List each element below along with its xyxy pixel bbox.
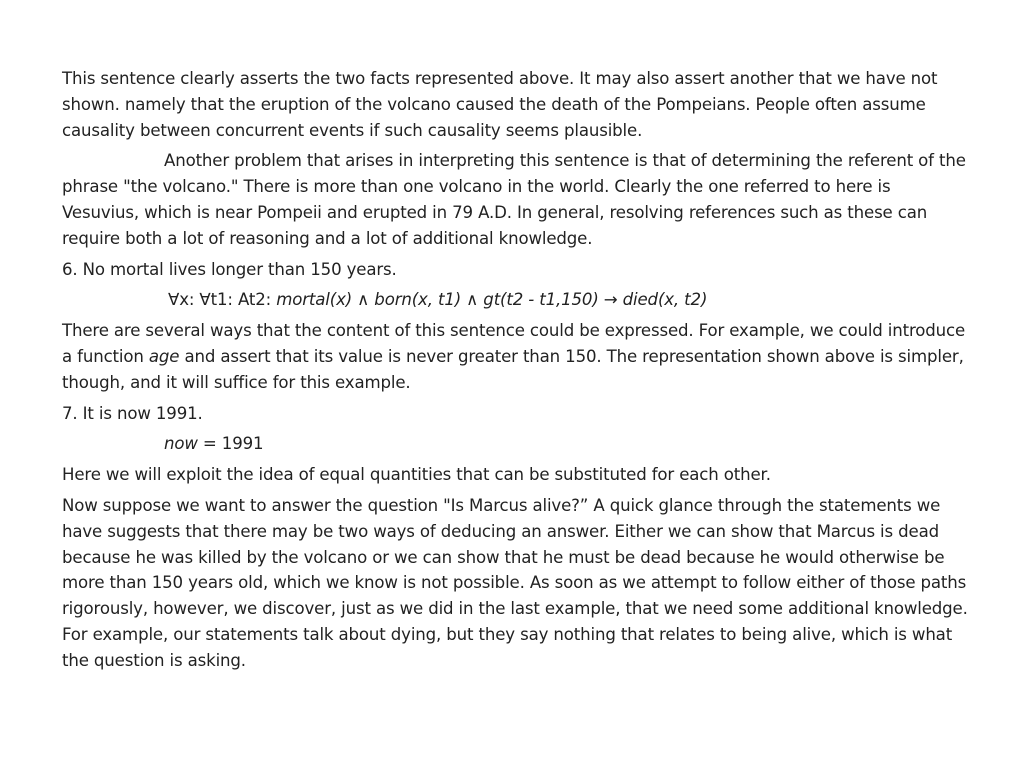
formula-6 (62, 287, 968, 313)
paragraph-causality: This sentence clearly asserts the two facts represented above. It may also assert another that we have not shown. namely that the eruption of the volcano caused the death of the Pompeians. People often assume causality between concurrent events if such causality seems plausible. (62, 69, 938, 140)
paragraph-age-function (62, 318, 968, 395)
paragraph-equal-quantities: Here we will exploit the idea of equal quantities that can be substituted for each other. (62, 465, 771, 485)
paragraph-age-before: There are several ways that the content of this sentence could be expressed. For example, we could introduce a function (62, 321, 966, 366)
formula-6-expression: mortal(x) ∧ born(x, t1) ∧ gt(t2 - t1,150) → died(x, t2) (276, 290, 708, 310)
formula-7 (62, 431, 968, 457)
statement-7: 7. It is now 1991. (62, 403, 203, 423)
formula-7-value: = 1991 (197, 434, 264, 454)
paragraph-referent: Another problem that arises in interpreting this sentence is that of determining the referent of the phrase "the volcano." There is more than one volcano in the world. Clearly the one referred to here is Vesuvius, which is near Pompeii and erupted in 79 A.D. In general, resolving references such as these can require both a lot of reasoning and a lot of additional knowledge. (62, 151, 966, 248)
paragraph-age-after: and assert that its value is never greater than 150. The representation shown above is simpler, though, and it will suffice for this example. (62, 346, 964, 392)
formula-7-variable: now (164, 434, 198, 454)
formula-6-quantifiers: ∀x: ∀t1: At2: (168, 290, 277, 310)
paragraph-marcus-alive: Now suppose we want to answer the question "Is Marcus alive?” A quick glance through the statements we have suggests that there may be two ways of deducing an answer. Either we can show that Marcus is dead because he was killed by the volcano or we can show that he must be dead because he would otherwise be more than 150 years old, which we know is not possible. As soon as we attempt to follow either of those paths rigorously, however, we discover, just as we did in the last example, that we need some additional knowledge. For example, our statements talk about dying, but they say nothing that relates to being alive, which is what the question is asking. (62, 495, 968, 670)
age-term: age (148, 346, 180, 366)
statement-6: 6. No mortal lives longer than 150 years. (62, 259, 397, 279)
